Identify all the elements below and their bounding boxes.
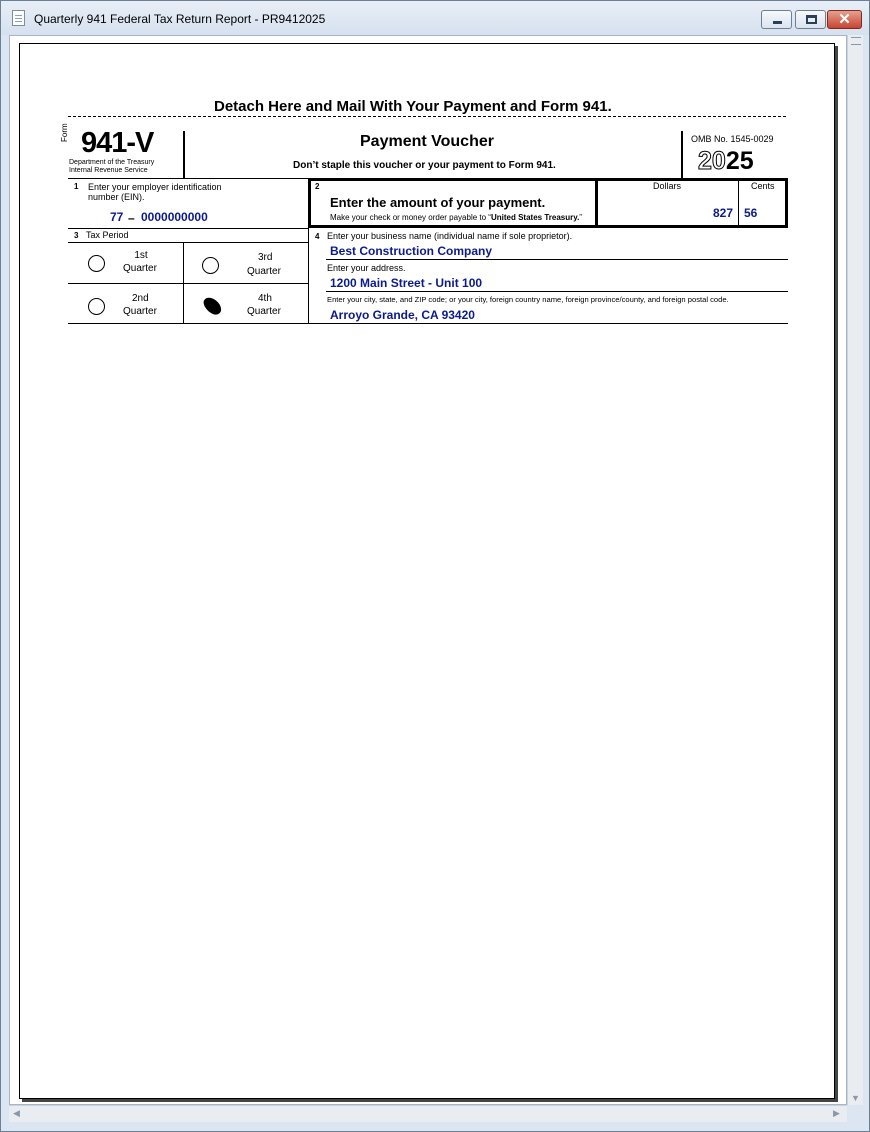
close-button[interactable] (827, 10, 862, 29)
line4-number: 4 (315, 232, 320, 241)
quarter-3-radio[interactable] (202, 257, 219, 274)
horizontal-scrollbar[interactable] (9, 1105, 847, 1122)
form-label: Form (60, 123, 69, 142)
quarter-3-label-a: 3rd (258, 252, 273, 263)
tax-period-right-divider (308, 228, 309, 324)
form-number: 941-V (81, 127, 154, 159)
dept-treasury: Department of the Treasury (69, 159, 155, 166)
quarter-2-radio[interactable] (88, 298, 105, 315)
cents-divider (738, 178, 739, 228)
quarter-2-label-a: 2nd (132, 293, 149, 304)
quarter-4-label-b: Quarter (247, 306, 281, 317)
business-name: Best Construction Company (330, 244, 493, 258)
line1-bottom-line (68, 228, 308, 229)
line2-note-a: Make your check or money order payable to “ (330, 213, 491, 222)
line2-label: Enter the amount of your payment. (330, 195, 546, 210)
dollars-value: 827 (713, 206, 734, 220)
quarter-2-label-b: Quarter (123, 306, 157, 317)
scroll-thumb[interactable] (851, 37, 861, 45)
line2-note (330, 213, 582, 222)
header-divider-left (183, 131, 185, 178)
address-line (326, 291, 788, 292)
omb-number: OMB No. 1545-0029 (691, 134, 774, 144)
voucher-subtitle: Don’t staple this voucher or your payment to Form 941. (293, 160, 556, 171)
line2-note-b: United States Treasury. (490, 213, 580, 222)
quarter-1-label-b: Quarter (123, 263, 157, 274)
maximize-button[interactable] (795, 10, 826, 29)
detach-instruction: Detach Here and Mail With Your Payment and Form 941. (214, 98, 612, 115)
maximize-icon (806, 15, 817, 24)
line3-number: 3 (74, 231, 79, 240)
header-divider-right (681, 131, 683, 178)
window-title: Quarterly 941 Federal Tax Return Report - PR9412025 (34, 12, 326, 26)
vertical-scrollbar[interactable] (847, 35, 863, 1105)
voucher-title: Payment Voucher (360, 133, 494, 150)
form-941v (20, 44, 836, 1100)
line1-label-a: Enter your employer identification (88, 182, 222, 192)
tax-year-outline: 20 (698, 147, 726, 175)
business-label: Enter your business name (individual name if sole proprietor). (327, 231, 573, 241)
line2-note-c: ” (579, 213, 582, 222)
line3-label: Tax Period (86, 230, 129, 240)
scroll-left-arrow-icon[interactable]: ◀ (13, 1108, 20, 1118)
address-value: 1200 Main Street - Unit 100 (330, 276, 483, 290)
tax-period-bottom-line (68, 323, 308, 324)
business-line (326, 259, 788, 260)
tax-year (698, 147, 754, 176)
detach-line (68, 116, 786, 117)
dollars-label: Dollars (653, 181, 682, 191)
quarter-1-label-a: 1st (134, 250, 148, 261)
city-label: Enter your city, state, and ZIP code; or your city, foreign country name, foreign province/county, and foreign postal code. (327, 295, 729, 304)
ein-prefix: 77 (110, 210, 124, 224)
cents-label: Cents (751, 181, 775, 191)
tax-period-row-divider (68, 283, 308, 284)
scroll-right-arrow-icon[interactable]: ▶ (833, 1108, 840, 1118)
minimize-button[interactable] (761, 10, 792, 29)
quarter-1-radio[interactable] (88, 255, 105, 272)
quarter-4-label-a: 4th (258, 293, 272, 304)
city-line (308, 323, 788, 324)
tax-period-top-line (68, 242, 308, 243)
ein-dash: – (128, 211, 135, 225)
document-icon (12, 10, 25, 26)
close-icon: ✕ (838, 11, 851, 28)
address-label: Enter your address. (327, 263, 406, 273)
scroll-down-arrow-icon[interactable]: ▼ (851, 1093, 860, 1103)
minimize-icon (773, 21, 782, 24)
line1-label-b: number (EIN). (88, 192, 145, 202)
scrollbar-corner (847, 1105, 863, 1122)
ein-suffix: 0000000000 (141, 210, 208, 224)
dept-irs: Internal Revenue Service (69, 167, 148, 174)
title-bar[interactable] (1, 1, 869, 35)
tax-year-bold: 25 (725, 147, 754, 175)
cents-value: 56 (744, 206, 758, 220)
city-state-zip: Arroyo Grande, CA 93420 (330, 308, 475, 322)
quarter-3-label-b: Quarter (247, 266, 281, 277)
report-page (19, 43, 835, 1099)
line1-number: 1 (74, 182, 79, 191)
line2-number: 2 (315, 182, 320, 191)
quarter-4-radio[interactable] (201, 294, 224, 318)
